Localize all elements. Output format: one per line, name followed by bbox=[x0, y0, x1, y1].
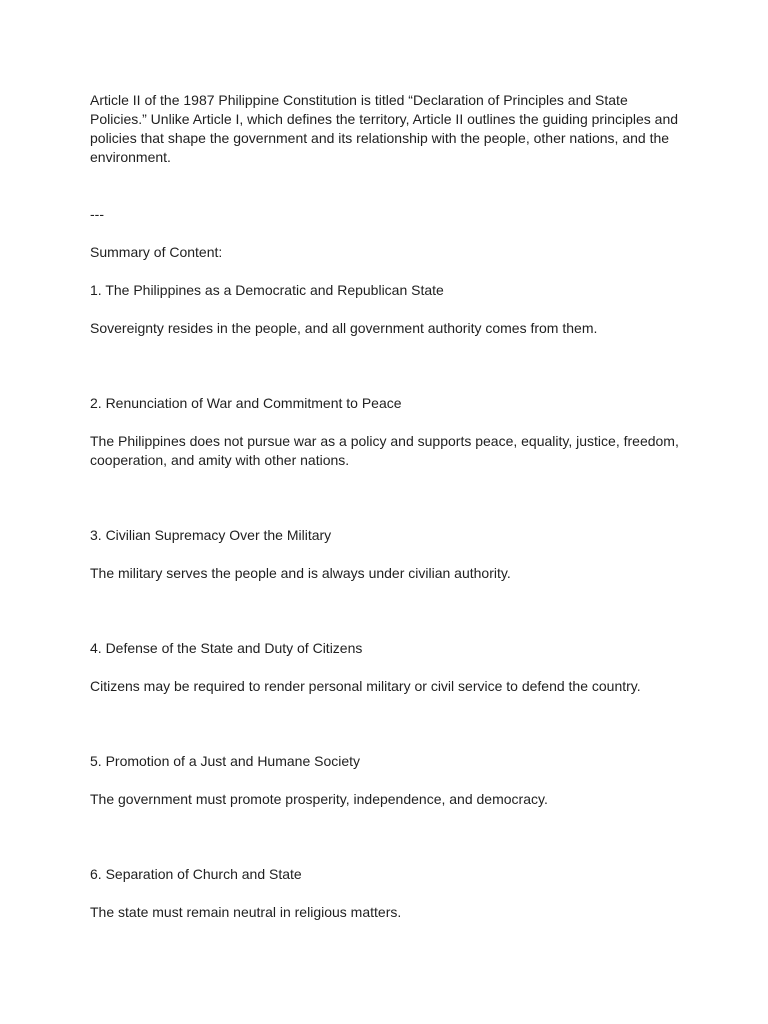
section-1 bbox=[90, 281, 690, 338]
section-heading: 4. Defense of the State and Duty of Citizens bbox=[90, 640, 363, 656]
separator-line: --- bbox=[90, 206, 104, 222]
section-6 bbox=[90, 865, 690, 922]
section-3 bbox=[90, 526, 690, 583]
document-page bbox=[90, 91, 690, 922]
section-heading: 1. The Philippines as a Democratic and Republican State bbox=[90, 282, 444, 298]
section-5 bbox=[90, 752, 690, 809]
section-body: Citizens may be required to render personal military or civil service to defend the country. bbox=[90, 678, 641, 694]
section-body: The state must remain neutral in religious matters. bbox=[90, 904, 402, 920]
section-heading: 3. Civilian Supremacy Over the Military bbox=[90, 527, 332, 543]
section-heading: 2. Renunciation of War and Commitment to Peace bbox=[90, 395, 402, 411]
summary-heading: Summary of Content: bbox=[90, 244, 223, 260]
section-4 bbox=[90, 639, 690, 696]
section-body: The Philippines does not pursue war as a policy and supports peace, equality, justice, freedom, cooperation, and amity with other nations. bbox=[90, 433, 679, 468]
section-heading: 5. Promotion of a Just and Humane Society bbox=[90, 753, 361, 769]
section-2 bbox=[90, 394, 690, 470]
section-body: Sovereignty resides in the people, and all government authority comes from them. bbox=[90, 320, 598, 336]
intro-paragraph: Article II of the 1987 Philippine Constitution is titled “Declaration of Principles and State Policies.” Unlike Article I, which defines the territory, Article II outlines the guiding principles and policies that shape the government and its relationship with the people, other nations, and the environment. bbox=[90, 92, 679, 165]
section-body: The military serves the people and is always under civilian authority. bbox=[90, 565, 511, 581]
section-body: The government must promote prosperity, independence, and democracy. bbox=[90, 791, 548, 807]
section-heading: 6. Separation of Church and State bbox=[90, 866, 302, 882]
